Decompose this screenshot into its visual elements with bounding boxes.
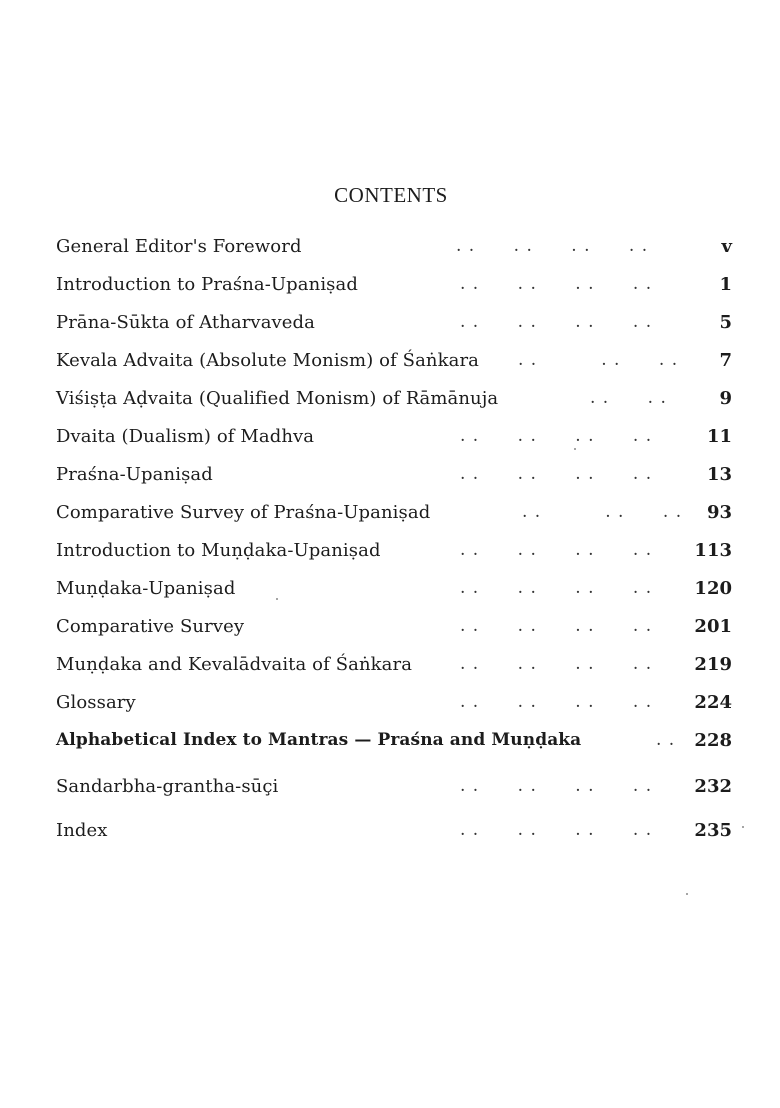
toc-entry (56, 724, 732, 754)
toc-entry-page: 113 (694, 540, 732, 561)
toc-entry-page: 1 (719, 274, 732, 295)
toc-entry-page: 13 (706, 464, 732, 485)
toc-entry-page: 232 (694, 776, 732, 797)
paper-speck (276, 598, 278, 600)
toc-entry (56, 268, 732, 298)
toc-entry-title: Introduction to Muṇḍaka-Upaniṣad (56, 540, 381, 561)
toc-entry-title: Introduction to Praśna-Upaniṣad (56, 274, 358, 295)
toc-entry (56, 230, 732, 260)
leader-dots: . . . . . . . . (460, 776, 653, 796)
toc-entry-title: Glossary (56, 692, 136, 713)
toc-entry-title: Comparative Survey of Praśna-Upaniṣad (56, 502, 431, 523)
toc-entry (56, 610, 732, 640)
leader-dots: . . . . . . . . (460, 654, 653, 674)
toc-entry (56, 572, 732, 602)
toc-entry-title: Muṇḍaka and Kevalādvaita of Śaṅkara (56, 654, 413, 675)
toc-entry-page: 93 (706, 502, 732, 523)
leader-dots: . . . . . . . . (460, 692, 653, 712)
toc-entry (56, 770, 732, 800)
leader-dots: . . . . . . . . (460, 274, 653, 294)
paper-speck (742, 826, 744, 828)
toc-entry-page: 5 (719, 312, 732, 333)
toc-entry-title: Sandarbha-grantha-sūçi (56, 776, 279, 797)
toc-entry (56, 686, 732, 716)
toc-entry (56, 458, 732, 488)
leader-dots: . . . . . . . . (460, 820, 653, 840)
leader-dots: . . . . . . . . (460, 540, 653, 560)
toc-entry (56, 306, 732, 336)
toc-entry-page: 219 (694, 654, 732, 675)
leader-dots: . . . . . . . . (460, 426, 653, 446)
toc-entry-page: 11 (706, 426, 732, 447)
toc-entry-page: 224 (694, 692, 732, 713)
toc-entry-title: Viśiṣṭa Aḍvaita (Qualified Monism) of Rāmānuja (56, 388, 499, 409)
leader-dots: . . . . . . . . (460, 578, 653, 598)
toc-entry-page: v (721, 236, 732, 257)
leader-dots: . . . . . . . . (460, 312, 653, 332)
toc-entry-title: Dvaita (Dualism) of Madhva (56, 426, 315, 447)
leader-dots: . . . . . . . . (460, 464, 653, 484)
toc-entry-title: Prāna-Sūkta of Atharvaveda (56, 312, 316, 333)
leader-dots: . . . . . . (522, 502, 683, 522)
paper-speck (574, 448, 576, 450)
toc-entry-title: Alphabetical Index to Mantras — Praśna and Muṇḍaka (56, 730, 582, 750)
toc-entry-title: Kevala Advaita (Absolute Monism) of Śaṅkara (56, 350, 479, 371)
toc-entry-page: 9 (719, 388, 732, 409)
toc-entry-title: Index (56, 820, 108, 841)
toc-entry-page: 201 (694, 616, 732, 637)
toc-entry-page: 7 (719, 350, 732, 371)
toc-entry-title: General Editor's Foreword (56, 236, 302, 257)
toc-entry-title: Muṇḍaka-Upaniṣad (56, 578, 236, 599)
toc-entry-title: Comparative Survey (56, 616, 245, 637)
toc-entry (56, 382, 732, 412)
leader-dots: . . . . . . . . (460, 616, 653, 636)
paper-speck (686, 893, 688, 895)
toc-entry (56, 496, 732, 526)
toc-entry-page: 228 (694, 730, 732, 751)
toc-entry (56, 814, 732, 844)
toc-entry-page: 120 (694, 578, 732, 599)
toc-entry (56, 534, 732, 564)
leader-dots: . . . . . . . . (456, 236, 649, 256)
page-title: CONTENTS (334, 183, 448, 207)
toc-entry-page: 235 (694, 820, 732, 841)
toc-entry (56, 344, 732, 374)
toc-entry (56, 648, 732, 678)
toc-entry (56, 420, 732, 450)
leader-dots: . . . . . . (518, 350, 679, 370)
leader-dots: . . . . (590, 388, 667, 408)
toc-entry-title: Praśna-Upaniṣad (56, 464, 213, 485)
leader-dots: . . (656, 730, 676, 750)
